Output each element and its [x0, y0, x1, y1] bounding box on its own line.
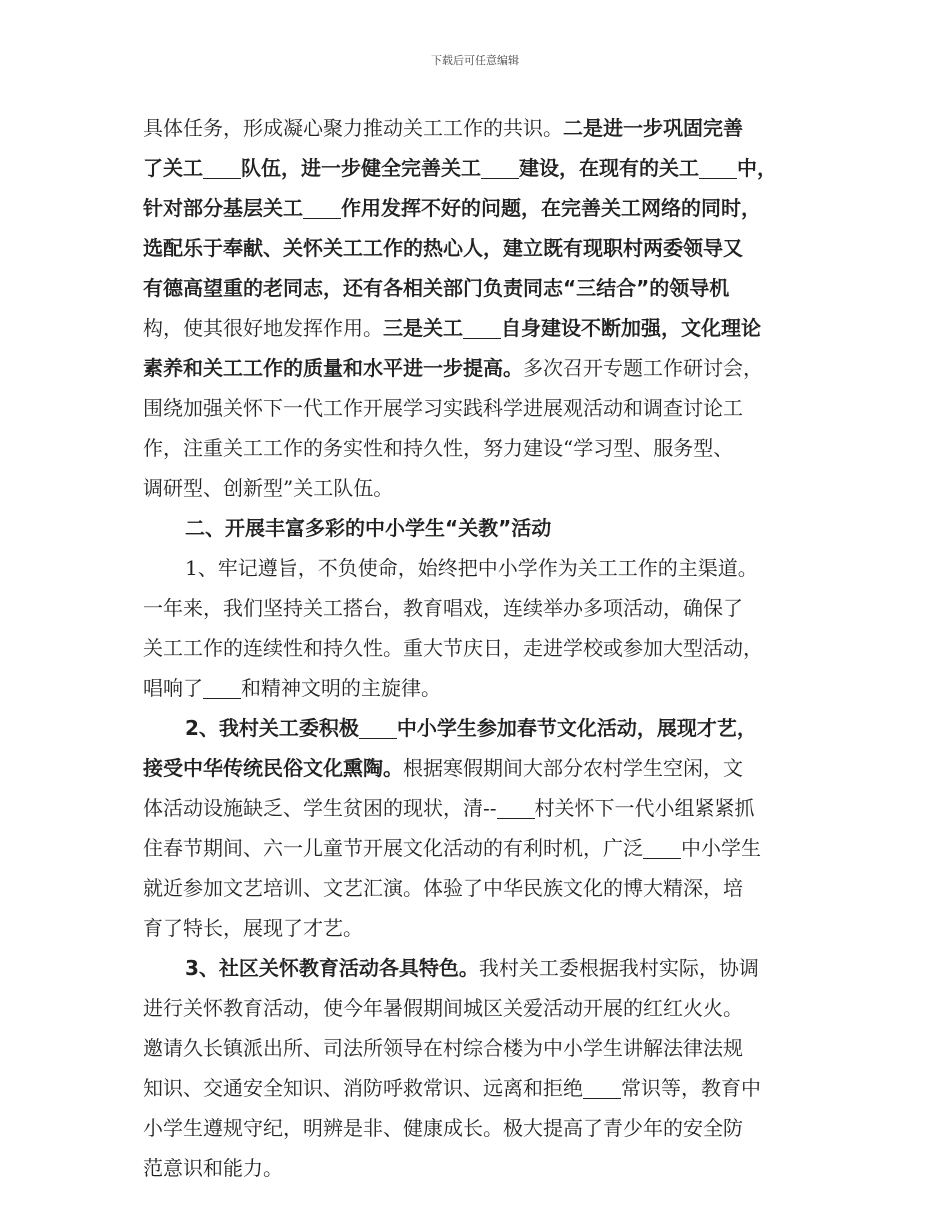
text-line: [143, 1028, 823, 1068]
text-run: 邀请久长镇派出所、司法所领导在村综合楼为中小学生讲解法律法规: [143, 1036, 743, 1060]
text-run: 我村关工委根据我村实际，协调: [478, 956, 759, 980]
blank-field: [203, 678, 241, 699]
text-line: [143, 308, 823, 348]
text-run: 选配乐于奉献、关怀关工工作的热心人，建立既有现职村两委领导又: [143, 236, 743, 260]
text-line: [143, 108, 823, 148]
blank-field: [643, 838, 681, 859]
blank-field: [481, 158, 519, 179]
text-line: [143, 1068, 823, 1108]
text-run: 针对部分基层关工: [143, 196, 303, 220]
text-run: 根据寒假期间大部分农村学生空闲，文: [403, 756, 743, 780]
text-run: 素养和关工工作的质量和水平进一步提高。: [143, 356, 523, 380]
text-run: 作，注重关工工作的务实性和持久性，努力建设“学习型、服务型、: [143, 436, 734, 460]
text-line: [143, 588, 823, 628]
text-run: 范意识和能力。: [143, 1156, 283, 1180]
text-run: 队伍，进一步健全完善关工: [241, 156, 481, 180]
text-line: [143, 748, 823, 788]
text-run: 常识等，教育中: [621, 1076, 761, 1100]
text-line: [143, 828, 823, 868]
text-line: [143, 468, 823, 508]
text-line: [143, 388, 823, 428]
blank-field: [359, 718, 397, 739]
text-line: [143, 1108, 823, 1148]
text-run: 接受中华传统民俗文化熏陶。: [143, 756, 403, 780]
text-line: [143, 228, 823, 268]
text-line: [143, 988, 823, 1028]
text-line: [143, 548, 823, 588]
text-run: 中小学生参加春节文化活动，展现才艺，: [396, 716, 757, 740]
text-line: [143, 788, 823, 828]
text-line: [143, 428, 823, 468]
blank-field: [203, 158, 241, 179]
text-run: 中，: [737, 156, 777, 180]
text-run: 唱响了: [143, 676, 203, 700]
text-line: [143, 948, 823, 988]
text-run: 小学生遵规守纪，明辨是非、健康成长。极大提高了青少年的安全防: [143, 1116, 743, 1140]
text-line: [143, 148, 823, 188]
text-run: 二、开展丰富多彩的中小学生“关教”活动: [185, 516, 552, 540]
text-run: 多次召开专题工作研讨会，: [523, 356, 763, 380]
blank-field: [303, 198, 341, 219]
text-run: 2、我村关工委积极: [185, 716, 359, 740]
text-run: 村关怀下一代小组紧紧抓: [534, 796, 755, 820]
text-line: [143, 908, 823, 948]
text-run: 进行关怀教育活动，使今年暑假期间城区关爱活动开展的红红火火。: [143, 996, 743, 1020]
text-run: 体活动设施缺乏、学生贫困的现状，清--: [143, 796, 497, 820]
blank-field: [497, 798, 535, 819]
text-run: 了关工: [143, 156, 203, 180]
text-run: 自身建设不断加强，文化理论: [501, 316, 761, 340]
text-run: 育了特长，展现了才艺。: [143, 916, 363, 940]
text-run: 调研型、创新型”关工队伍。: [143, 476, 394, 500]
text-line: [143, 268, 823, 308]
text-run: 关工工作的连续性和持久性。重大节庆日，走进学校或参加大型活动，: [143, 636, 763, 660]
text-run: 1、牢记遵旨，不负使命，始终把中小学作为关工工作的主渠道。: [185, 556, 758, 580]
text-run: 知识、交通安全知识、消防呼救常识、远离和拒绝: [143, 1076, 583, 1100]
blank-field: [699, 158, 737, 179]
text-line: [143, 868, 823, 908]
text-run: 就近参加文艺培训、文艺汇演。体验了中华民族文化的博大精深，培: [143, 876, 743, 900]
text-run: 住春节期间、六一儿童节开展文化活动的有利时机，广泛: [143, 836, 643, 860]
text-run: 构，使其很好地发挥作用。: [143, 316, 383, 340]
document-body: [143, 108, 823, 1188]
text-run: 建设，在现有的关工: [519, 156, 699, 180]
page-header: 下载后可任意编辑: [431, 54, 519, 67]
text-line: [143, 628, 823, 668]
text-run: 三是关工: [383, 316, 463, 340]
text-run: 具体任务，形成凝心聚力推动关工工作的共识。: [143, 116, 563, 140]
text-line: [143, 1148, 823, 1188]
text-line: [143, 348, 823, 388]
text-line: [143, 708, 823, 748]
text-run: 一年来，我们坚持关工搭台，教育唱戏，连续举办多项活动，确保了: [143, 596, 743, 620]
blank-field: [583, 1078, 621, 1099]
text-run: 有德高望重的老同志，还有各相关部门负责同志“三结合”的领导机: [143, 276, 730, 300]
text-line: [143, 668, 823, 708]
text-run: 中小学生: [681, 836, 761, 860]
text-line: [143, 508, 823, 548]
text-run: 二是进一步巩固完善: [563, 116, 743, 140]
text-run: 作用发挥不好的问题，在完善关工网络的同时，: [341, 196, 761, 220]
text-line: [143, 188, 823, 228]
text-run: 和精神文明的主旋律。: [241, 676, 441, 700]
text-run: 3、社区关怀教育活动各具特色。: [185, 956, 479, 980]
blank-field: [463, 318, 501, 339]
text-run: 围绕加强关怀下一代工作开展学习实践科学进展观活动和调查讨论工: [143, 396, 743, 420]
